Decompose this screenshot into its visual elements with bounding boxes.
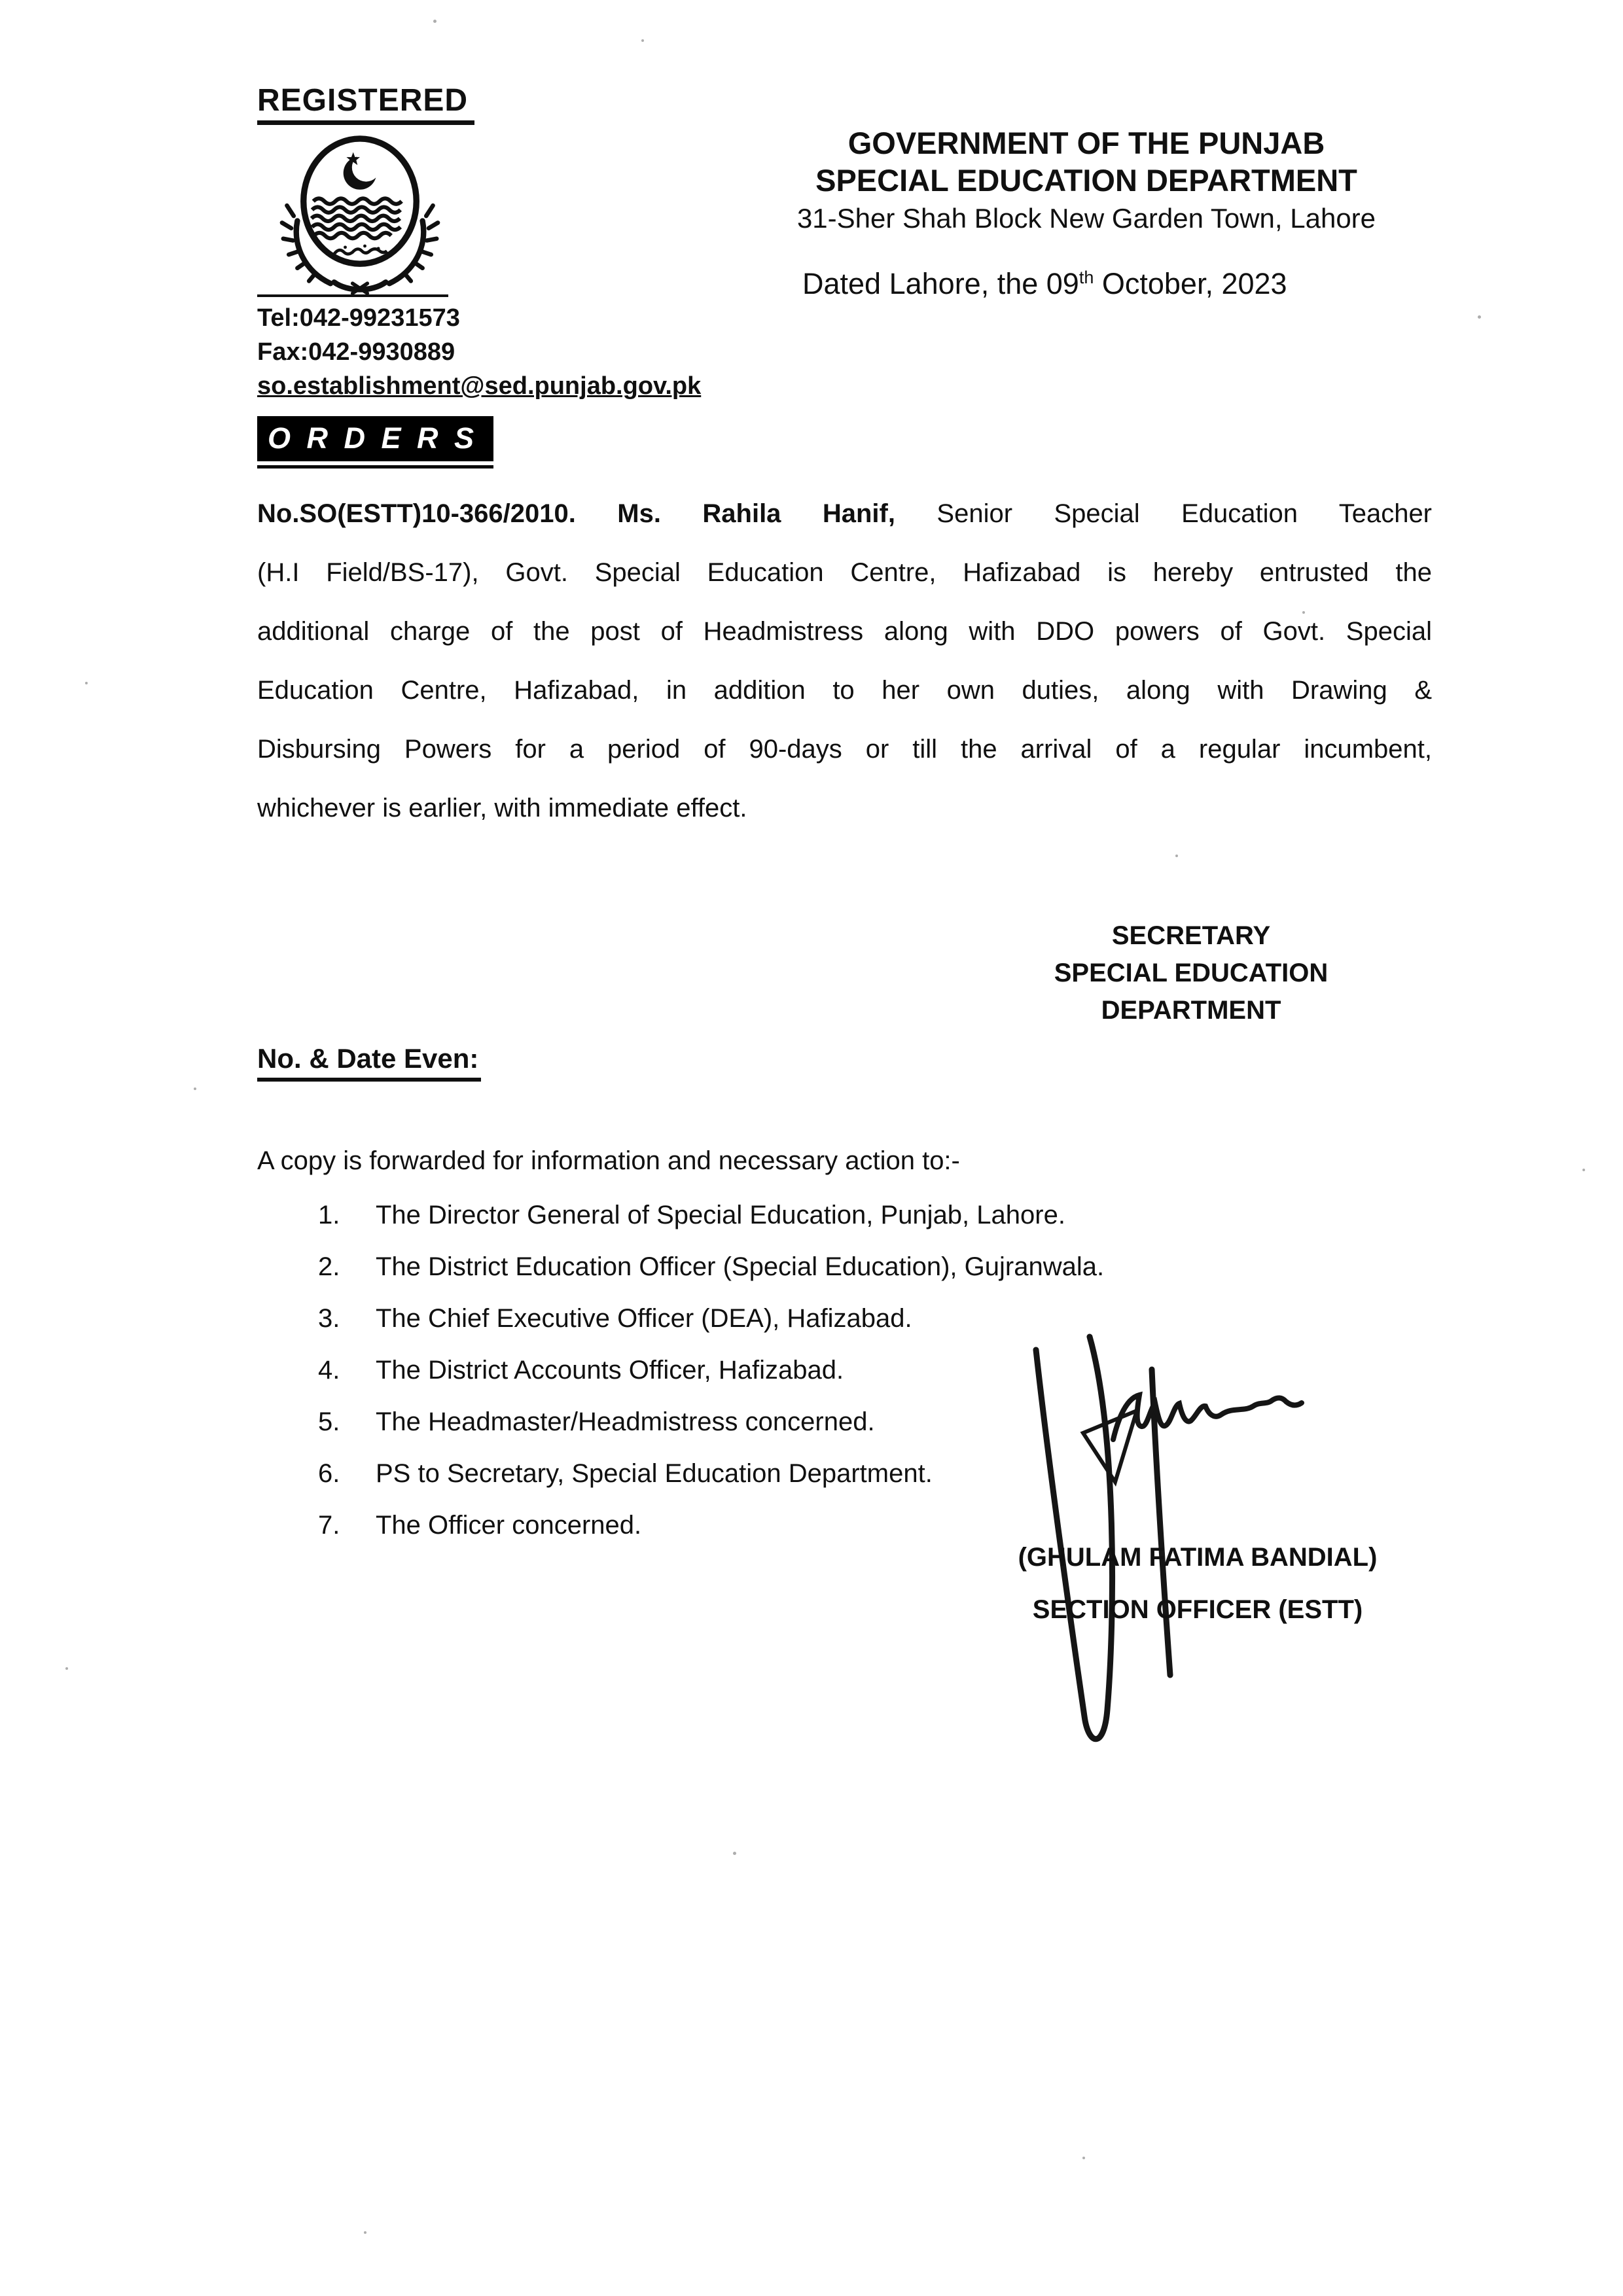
cc-number: 1. (318, 1201, 340, 1229)
date-line (802, 267, 1287, 301)
signatory-secretary-block (969, 917, 1414, 1029)
cc-list (318, 1190, 1104, 1551)
order-text: whichever is earlier, with immediate effect. (257, 794, 747, 822)
cc-number: 2. (318, 1252, 340, 1281)
scan-speck (194, 1087, 196, 1090)
forwarding-line: A copy is forwarded for information and necessary action to:- (257, 1146, 960, 1175)
cc-text: PS to Secretary, Special Education Department. (376, 1459, 933, 1488)
cc-item (318, 1345, 1104, 1396)
order-line (257, 779, 1432, 838)
cc-item (318, 1190, 1104, 1241)
order-text: Disbursing Powers for a period of 90-days or till the arrival of a regular incumbent, (257, 735, 1432, 764)
cc-text: The Headmaster/Headmistress concerned. (376, 1407, 875, 1436)
order-line (257, 484, 1432, 543)
tel-line: Tel:042-99231573 (257, 304, 460, 332)
scan-speck (65, 1667, 68, 1670)
divider-line (257, 294, 448, 297)
scan-speck (733, 1852, 736, 1855)
punjab-crest-logo (262, 128, 458, 295)
order-text: Senior Special Education Teacher (895, 499, 1433, 528)
scan-speck (1478, 315, 1481, 319)
cc-number: 7. (318, 1511, 340, 1540)
cc-text: The Director General of Special Education, Punjab, Lahore. (376, 1201, 1065, 1229)
order-text: Education Centre, Hafizabad, in addition to her own duties, along with Drawing & (257, 676, 1432, 705)
cc-number: 6. (318, 1459, 340, 1488)
cc-text: The Officer concerned. (376, 1511, 642, 1540)
order-body (257, 484, 1432, 838)
order-line (257, 661, 1432, 720)
scan-speck (1082, 2157, 1085, 2159)
government-title: GOVERNMENT OF THE PUNJAB (847, 126, 1325, 160)
registered-stamp: REGISTERED (257, 82, 474, 125)
scan-speck (1175, 855, 1178, 857)
order-text: (H.I Field/BS-17), Govt. Special Education Centre, Hafizabad is hereby entrusted the (257, 558, 1432, 587)
address-line: 31-Sher Shah Block New Garden Town, Lahore (796, 203, 1376, 234)
date-rest: October, 2023 (1094, 267, 1287, 300)
signatory-officer-block (969, 1531, 1427, 1636)
orders-heading (257, 416, 493, 468)
cc-item (318, 1293, 1104, 1345)
signatory-line: DEPARTMENT (1101, 996, 1281, 1025)
signatory-line: SPECIAL EDUCATION (1054, 959, 1329, 987)
orders-badge: O R D E R S (257, 416, 493, 461)
officer-title: SECTION OFFICER (ESTT) (1032, 1595, 1363, 1624)
scan-speck (1302, 611, 1305, 614)
no-date-even-label: No. & Date Even: (257, 1043, 481, 1082)
cc-number: 3. (318, 1304, 340, 1333)
order-line (257, 720, 1432, 779)
scan-speck (85, 682, 88, 684)
officer-name: (GHULAM FATIMA BANDIAL) (1018, 1543, 1378, 1572)
cc-item (318, 1448, 1104, 1500)
scan-speck (433, 20, 437, 23)
date-text: Dated Lahore, the 09 (802, 267, 1079, 300)
date-ordinal: th (1079, 268, 1094, 287)
fax-line: Fax:042-9930889 (257, 338, 455, 366)
cc-number: 5. (318, 1407, 340, 1436)
scan-speck (364, 2231, 366, 2234)
contact-block (257, 301, 701, 403)
email-line: so.establishment@sed.punjab.gov.pk (257, 372, 702, 400)
order-line (257, 602, 1432, 661)
cc-item (318, 1241, 1104, 1293)
cc-text: The Chief Executive Officer (DEA), Hafizabad. (376, 1304, 912, 1333)
cc-item (318, 1396, 1104, 1448)
cc-text: The District Accounts Officer, Hafizabad. (376, 1356, 844, 1385)
signatory-line: SECRETARY (1111, 921, 1271, 950)
cc-number: 4. (318, 1356, 340, 1385)
cc-text: The District Education Officer (Special Education), Gujranwala. (376, 1252, 1105, 1281)
order-line (257, 543, 1432, 602)
letterhead (772, 124, 1400, 234)
orders-underline (257, 465, 493, 468)
scan-speck (1582, 1169, 1585, 1171)
order-ref: No.SO(ESTT)10-366/2010. Ms. Rahila Hanif, (257, 499, 895, 528)
department-title: SPECIAL EDUCATION DEPARTMENT (815, 163, 1357, 198)
order-text: additional charge of the post of Headmistress along with DDO powers of Govt. Special (257, 617, 1432, 646)
scan-speck (641, 39, 644, 42)
